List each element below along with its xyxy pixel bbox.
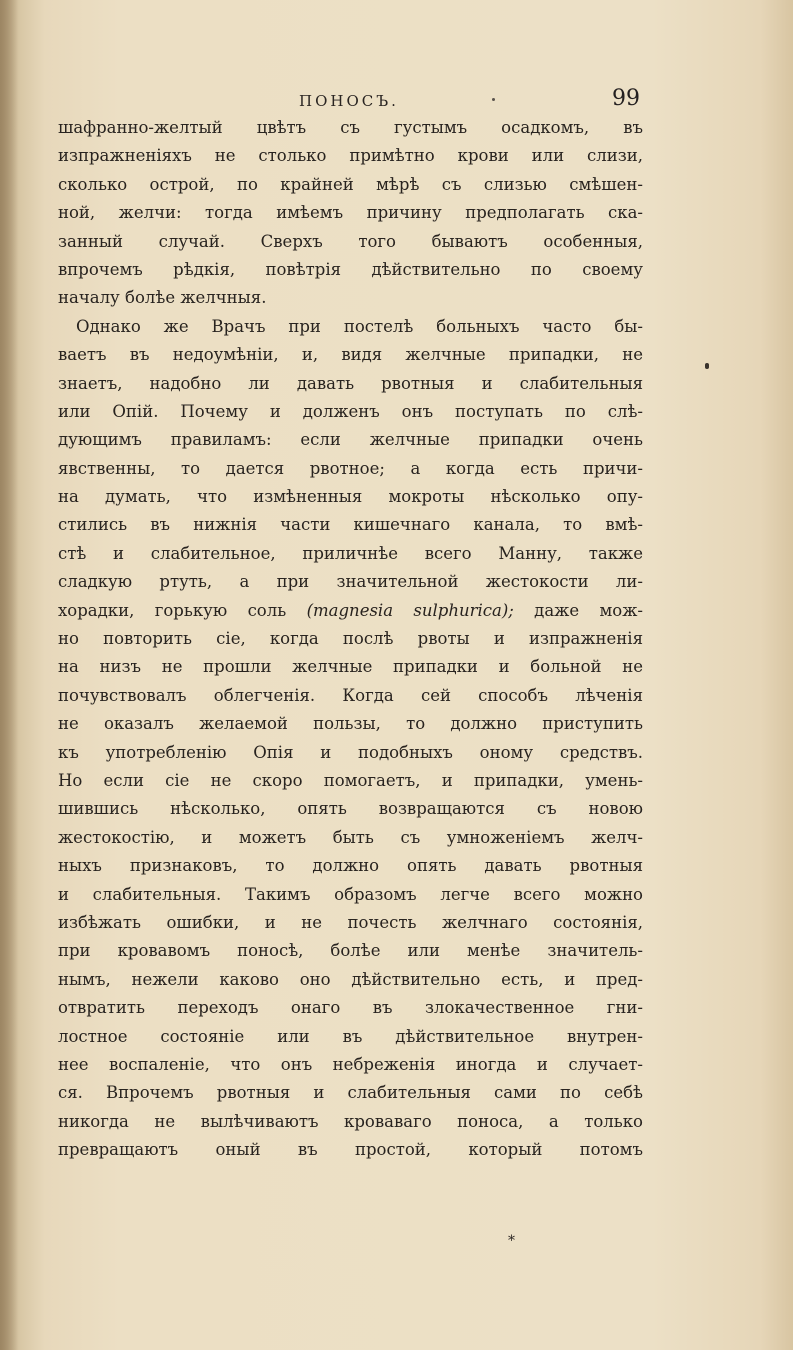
page-number: 99 xyxy=(612,86,640,111)
text-line: почувствовалъ облегченія. Когда сей способъ лѣченія xyxy=(58,685,643,705)
text-line: нее воспаленіе, что онъ небреженія иногда и случает- xyxy=(58,1054,643,1074)
text-line: но повторить сіе, когда послѣ рвоты и изпражненія xyxy=(58,629,643,649)
text-line: сколько острой, по крайней мѣрѣ съ слизью смѣшен- xyxy=(58,174,643,194)
binding-shadow xyxy=(0,0,18,1350)
text-line: нымъ, нежели каково оно дѣйствительно есть, и пред- xyxy=(58,969,643,989)
text-line: отвратить переходъ онаго въ злокачественное гни- xyxy=(58,998,643,1018)
text-line: никогда не вылѣчиваютъ кроваваго поноса, а только xyxy=(58,1111,643,1131)
text-line: шафранно-желтый цвѣтъ съ густымъ осадкомъ, въ xyxy=(58,118,643,137)
text-line: лостное состояніе или въ дѣйствительное внутрен- xyxy=(58,1026,643,1046)
signature-mark: * xyxy=(508,1233,515,1249)
text-line: стились въ нижнія части кишечнаго канала, то вмѣ- xyxy=(58,515,643,535)
text-segment: даже мож- xyxy=(513,600,643,620)
text-line: превращаютъ оный въ простой, который потомъ xyxy=(58,1140,643,1160)
margin-ink-mark xyxy=(705,363,709,369)
text-line: стѣ и слабительное, приличнѣе всего Манну, также xyxy=(58,543,643,563)
text-segment: хорадки, горькую соль xyxy=(58,600,287,620)
text-line: избѣжать ошибки, и не почесть желчнаго состоянія, xyxy=(58,912,643,932)
body-text xyxy=(58,114,643,1164)
running-title: ПОНОСЪ. xyxy=(299,92,399,110)
text-line: занный случай. Сверхъ того бываютъ особенныя, xyxy=(58,231,643,251)
text-line: на думать, что измѣненныя мокроты нѣсколько опу- xyxy=(58,487,643,507)
text-line-with-latin xyxy=(58,597,643,625)
text-line: началу болѣе желчныя. xyxy=(58,288,267,308)
text-line: ся. Впрочемъ рвотныя и слабительныя сами по себѣ xyxy=(58,1083,643,1103)
text-line: и слабительныя. Такимъ образомъ легче всего можно xyxy=(58,884,643,904)
text-line: впрочемъ рѣдкія, повѣтрія дѣйствительно по своему xyxy=(58,259,643,279)
text-line: изпражненіяхъ не столько примѣтно крови или слизи, xyxy=(58,146,643,166)
text-line: ныхъ признаковъ, то должно опять давать рвотныя xyxy=(58,856,643,876)
text-line: Однако же Врачъ при постелѣ больныхъ часто бы- xyxy=(76,316,643,336)
text-line: жестокостію, и можетъ быть съ умноженіемъ желч- xyxy=(58,827,643,847)
text-line: явственны, то дается рвотное; а когда есть причи- xyxy=(58,458,643,478)
text-line: ваетъ въ недоумѣніи, и, видя желчные припадки, не xyxy=(58,345,643,365)
text-line: при кровавомъ поносѣ, болѣе или менѣе значитель- xyxy=(58,941,643,961)
text-line: Но если сіе не скоро помогаетъ, и припадки, умень- xyxy=(58,770,643,790)
text-line: шившись нѣсколько, опять возвращаются съ новою xyxy=(58,799,643,819)
text-line: сладкую ртуть, а при значительной жестокости ли- xyxy=(58,572,643,592)
text-line: ной, желчи: тогда имѣемъ причину предполагать ска- xyxy=(58,203,643,223)
latin-term: (magnesia sulphurica); xyxy=(306,600,514,620)
text-line: не оказалъ желаемой пользы, то должно приступить xyxy=(58,714,643,734)
text-line: или Опій. Почему и долженъ онъ поступать по слѣ- xyxy=(58,401,643,421)
text-line: дующимъ правиламъ: если желчные припадки очень xyxy=(58,430,643,450)
text-line: на низъ не прошли желчные припадки и больной не xyxy=(58,657,643,677)
text-line: знаетъ, надобно ли давать рвотныя и слабительныя xyxy=(58,373,643,393)
print-dot xyxy=(492,98,495,101)
text-line: къ употребленію Опія и подобныхъ оному средствъ. xyxy=(58,742,643,762)
